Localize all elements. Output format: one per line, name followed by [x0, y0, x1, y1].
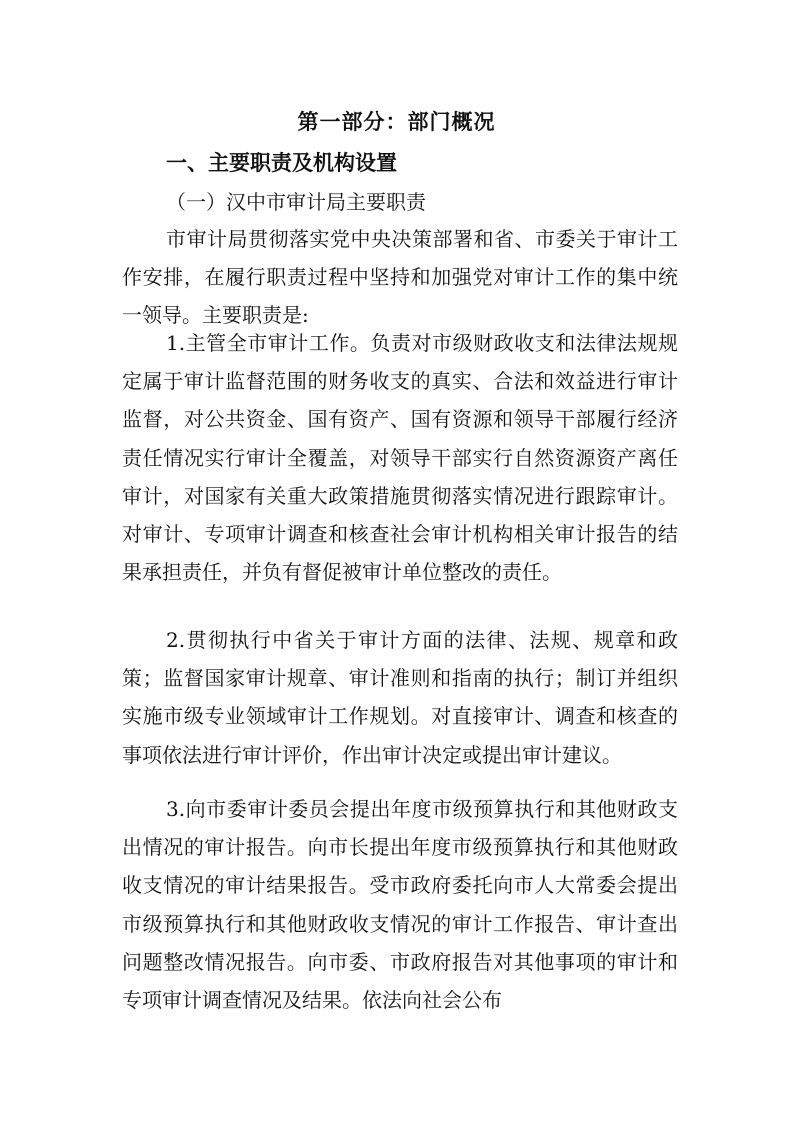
paragraph-intro: 市审计局贯彻落实党中央决策部署和省、市委关于审计工作安排，在履行职责过程中坚持和加强党对审计工作的集中统一领导。主要职责是: — [122, 227, 678, 328]
section-heading: 一、主要职责及机构设置 — [166, 151, 397, 175]
paragraph-duty-1: 1.主管全市审计工作。负责对市级财政收支和法律法规规定属于审计监督范围的财务收支的真实、合法和效益进行审计监督，对公共资金、国有资产、国有资源和领导干部履行经济责任情况实行审计全覆盖，对领导干部实行自然资源资产离任审计，对国家有关重大政策措施贯彻落实情况进行跟踪审计。对审计、专项审计调查和核查社会审计机构相关审计报告的结果承担责任，并负有督促被审计单位整改的责任。 — [122, 331, 678, 585]
paragraph-duty-3: 3.向市委审计委员会提出年度市级预算执行和其他财政支出情况的审计报告。向市长提出年度市级预算执行和其他财政收支情况的审计结果报告。受市政府委托向市人大常委会提出市级预算执行和其他财政收支情况的审计工作报告、审计查出问题整改情况报告。向市委、市政府报告对其他事项的审计和专项审计调查情况及结果。依法向社会公布 — [122, 797, 678, 1013]
subsection-heading: （一）汉中市审计局主要职责 — [166, 190, 426, 214]
paragraph-duty-2: 2.贯彻执行中省关于审计方面的法律、法规、规章和政策；监督国家审计规章、审计准则和指南的执行；制订并组织实施市级专业领域审计工作规划。对直接审计、调查和核查的事项依法进行审计评价，作出审计决定或提出审计建议。 — [122, 628, 678, 767]
document-title: 第一部分：部门概况 — [297, 110, 496, 134]
